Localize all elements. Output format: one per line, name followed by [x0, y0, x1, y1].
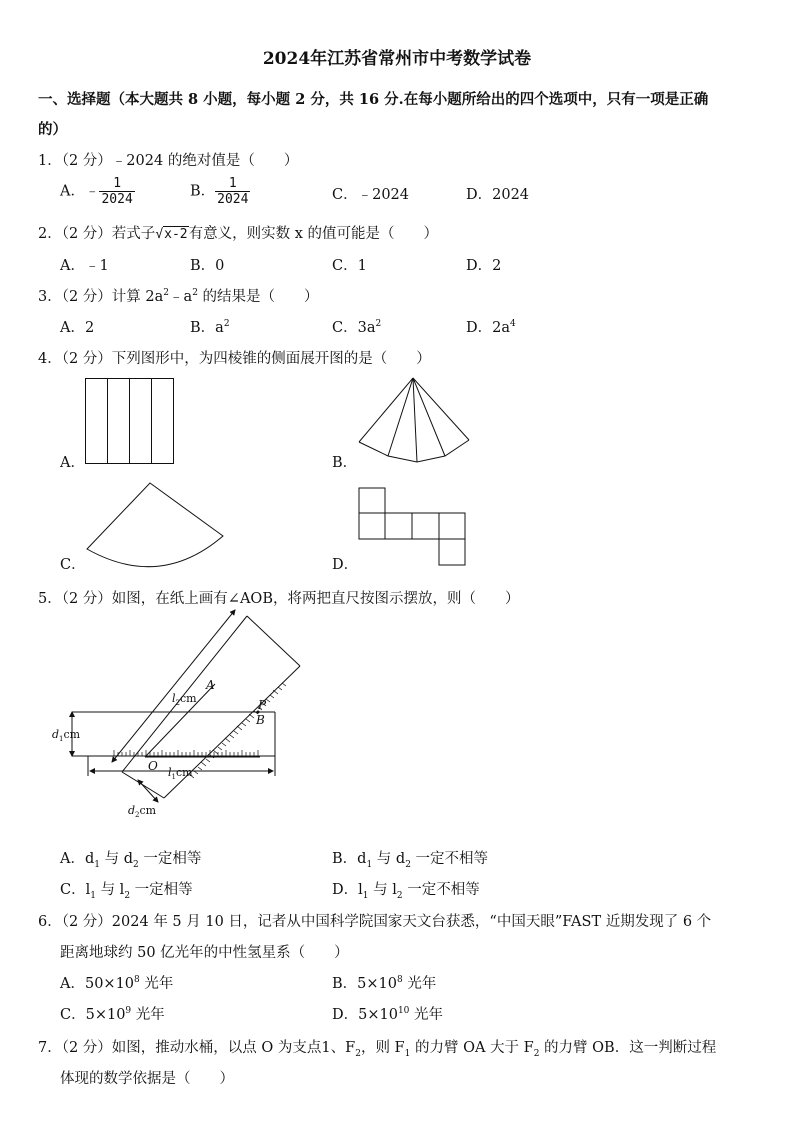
q5-b-post: 一定不相等 — [410, 851, 489, 867]
q7-stem-cont: 体现的数学依据是（ ） — [60, 1071, 234, 1087]
q5-d-pre: D．l — [332, 882, 363, 898]
q6-c-pre: C．5×10 — [60, 1007, 126, 1023]
q5-b-mid: 与 d — [372, 851, 406, 867]
q5-c-pre: C．l — [60, 882, 91, 898]
q3-d-text: D．2a — [466, 320, 510, 336]
q5-c-sub1: 1 — [90, 890, 96, 901]
q6-b-pre: B．5×10 — [332, 976, 397, 992]
q6-d-pre: D．5×10 — [332, 1007, 398, 1023]
q5-a-post: 一定相等 — [138, 851, 202, 867]
q3-stem-post: 的结果是（ ） — [197, 289, 319, 305]
q5-label-b: B — [256, 713, 265, 727]
q6-option-b[interactable] — [332, 972, 436, 993]
q6-stem: 6．（2 分）2024 年 5 月 10 日，记者从中国科学院国家天文台获悉，“中国天眼”FAST 近期发现了 6 个 — [38, 914, 712, 930]
q5-b-sub1: 1 — [366, 859, 373, 870]
q6-stem-cont: 距离地球约 50 亿光年的中性氢星系（ ） — [60, 945, 349, 961]
q1-option-d[interactable]: D．2024 — [466, 187, 530, 203]
q6-d-post: 光年 — [409, 1007, 444, 1023]
q2-stem — [38, 222, 438, 243]
q7-sub-b: 1 — [404, 1048, 411, 1059]
q7-stem-pre: 7．（2 分）如图，推动水桶，以点 O 为支点 — [38, 1040, 322, 1056]
q7-stem-mid3: 的力臂 OA 大于 F — [410, 1040, 534, 1056]
q3-b-text: B．a — [190, 320, 224, 336]
q6-option-c[interactable] — [60, 1003, 165, 1024]
q1-b-fraction — [215, 176, 250, 207]
q3-option-a[interactable]: A．2 — [60, 320, 95, 336]
q1-option-b[interactable] — [190, 176, 250, 207]
section-heading: 一、选择题（本大题共 8 小题，每小题 2 分，共 16 分.在每小题所给出的四个选项中，只有一项是正确 — [38, 91, 709, 108]
q4-option-a-label[interactable]: A． — [60, 455, 85, 471]
q5-c-mid: 与 l — [95, 882, 125, 898]
q2-stem-pre: 2．（2 分）若式子 — [38, 226, 156, 242]
q6-c-post: 光年 — [131, 1007, 165, 1023]
q5-d-sub2: 2 — [396, 890, 403, 901]
q6-option-d[interactable] — [332, 1003, 443, 1024]
q7-sub-a: 2 — [355, 1048, 361, 1059]
q3-exp1: 2 — [163, 288, 170, 299]
q1-b-numerator: 1 — [215, 176, 250, 192]
q4-figure-d-square-net — [357, 486, 467, 568]
q1-b-denominator: 2024 — [217, 192, 249, 207]
q4-figure-c-sector — [80, 480, 230, 570]
q7-sub-c: 2 — [533, 1048, 540, 1059]
q5-d-mid: 与 l — [368, 882, 397, 898]
q4-figure-b-fan-triangles — [355, 374, 475, 466]
q5-label-a: A — [206, 678, 215, 692]
q3-c-text: C．3a — [332, 320, 376, 336]
q6-d-exp: 10 — [397, 1006, 410, 1017]
q1-stem: 1．（2 分）﹣2024 的绝对值是（ ） — [38, 153, 299, 169]
q5-c-sub2: 2 — [124, 890, 131, 901]
q7-stem — [38, 1036, 716, 1059]
q3-option-b[interactable] — [190, 316, 230, 337]
q5-stem: 5．（2 分）如图，在纸上画有∠AOB，将两把直尺按图示摆放，则（ ） — [38, 591, 520, 607]
q5-label-l1: $l_1cm$ — [168, 766, 193, 781]
q3-option-c[interactable] — [332, 316, 381, 337]
q6-a-pre: A．50×10 — [60, 976, 135, 992]
q3-option-d[interactable] — [466, 316, 516, 337]
q2-sqrt: √x-2 — [155, 227, 188, 242]
q5-label-p: P — [258, 698, 267, 712]
q5-b-sub2: 2 — [405, 859, 411, 870]
q4-option-b-label[interactable]: B． — [332, 455, 358, 471]
q5-d-sub1: 1 — [362, 890, 369, 901]
q1-a-sign: ﹣ — [84, 183, 100, 200]
q6-a-exp: 8 — [134, 975, 140, 986]
page-title: 2024年江苏省常州市中考数学试卷 — [262, 49, 532, 69]
q2-option-a[interactable]: A．﹣1 — [60, 258, 109, 274]
q5-a-sub2: 2 — [133, 859, 139, 870]
q3-exp2: 2 — [192, 288, 198, 299]
q1-a-label: A． — [60, 183, 85, 200]
q6-a-post: 光年 — [139, 976, 174, 992]
q2-option-c[interactable]: C．1 — [332, 258, 367, 274]
q2-radicand: x-2 — [164, 227, 188, 242]
q6-b-exp: 8 — [396, 975, 403, 986]
q5-label-o: O — [148, 759, 158, 773]
q6-b-post: 光年 — [402, 976, 437, 992]
q5-a-pre: A．d — [60, 851, 95, 867]
q3-stem — [38, 285, 319, 306]
q4-stem: 4．（2 分）下列图形中，为四棱锥的侧面展开图的是（ ） — [38, 351, 431, 367]
q2-option-d[interactable]: D．2 — [466, 258, 502, 274]
q1-a-numerator: 1 — [99, 176, 134, 192]
q2-option-b[interactable]: B．0 — [190, 258, 225, 274]
q6-option-a[interactable] — [60, 972, 173, 993]
q5-figure-rulers — [50, 612, 310, 824]
q5-option-b[interactable] — [332, 847, 488, 870]
q1-option-a[interactable] — [60, 176, 135, 207]
q3-stem-pre: 3．（2 分）计算 2a — [38, 289, 164, 305]
q7-stem-post: 的力臂 OB．这一判断过程 — [539, 1040, 717, 1056]
q1-b-label: B． — [190, 183, 216, 200]
q7-stem-mid2: ，则 F — [360, 1040, 405, 1056]
q5-label-l2: $l_2cm$ — [172, 692, 197, 707]
q6-c-exp: 9 — [125, 1006, 132, 1017]
q5-b-pre: B．d — [332, 851, 367, 867]
q5-c-post: 一定相等 — [130, 882, 193, 898]
q5-a-sub1: 1 — [94, 859, 100, 870]
q3-b-exp: 2 — [223, 319, 230, 330]
q4-figure-a-four-rectangles — [85, 378, 175, 466]
q5-d-post: 一定不相等 — [402, 882, 480, 898]
q5-label-d2: $d_2cm$ — [128, 804, 157, 819]
q7-stem-mid: 1、F — [321, 1040, 356, 1056]
q5-option-c[interactable] — [60, 878, 193, 901]
q5-option-d[interactable] — [332, 878, 480, 901]
q1-a-denominator: 2024 — [101, 192, 133, 207]
q2-stem-post: 有意义，则实数 x 的值可能是（ ） — [188, 226, 439, 242]
q4-option-d-label[interactable]: D． — [332, 557, 359, 573]
q3-stem-mid: ﹣a — [169, 289, 193, 305]
q4-option-c-label[interactable]: C． — [60, 557, 86, 573]
q1-a-fraction — [99, 176, 134, 207]
q3-c-exp: 2 — [375, 319, 382, 330]
q5-a-mid: 与 d — [100, 851, 134, 867]
q3-d-exp: 4 — [510, 319, 516, 330]
q1-option-c[interactable]: C．﹣2024 — [332, 187, 409, 203]
q5-option-a[interactable] — [60, 847, 201, 870]
q5-label-d1: $d_1cm$ — [52, 728, 81, 743]
section-heading-cont: 的） — [38, 121, 67, 138]
